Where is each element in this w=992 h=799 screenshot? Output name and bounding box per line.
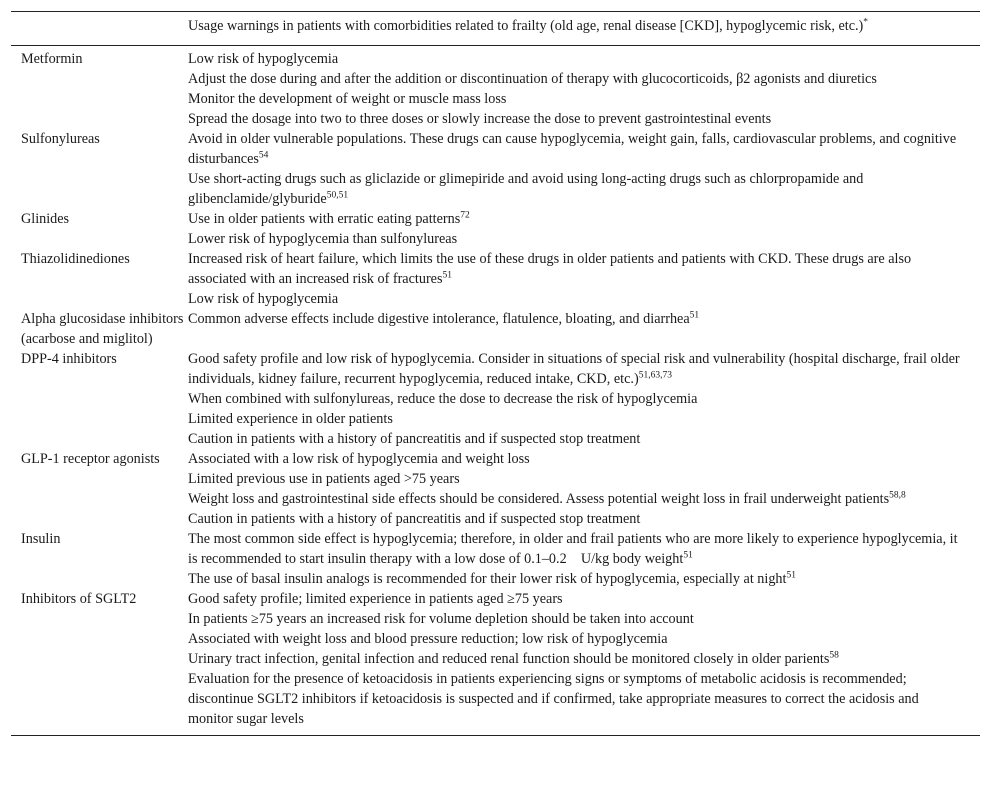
warning-note-text: Monitor the development of weight or muscle mass loss	[188, 91, 507, 107]
warning-note-text: Use short-acting drugs such as gliclazide or glimepiride and avoid using long-acting drugs such as chlorpropamide and glibenclamide/glyburide	[188, 171, 864, 207]
warning-note	[188, 409, 962, 429]
table-row	[11, 529, 980, 589]
reference-superscript: 58,8	[889, 490, 906, 501]
warning-note	[188, 209, 962, 229]
reference-superscript: 54	[258, 150, 269, 161]
reference-superscript: 51	[683, 550, 693, 561]
drug-class-cell: Insulin	[21, 531, 61, 547]
warning-note	[188, 649, 962, 669]
warning-note	[188, 529, 962, 569]
warning-note-text: Increased risk of heart failure, which limits the use of these drugs in older patients and patients with CKD. These drugs are also associated with an increased risk of fractures	[188, 251, 912, 287]
header-footnote-marker: *	[863, 17, 869, 28]
warnings-cell	[188, 449, 980, 529]
warning-note	[188, 569, 962, 589]
warning-note	[188, 249, 962, 289]
warning-note	[188, 489, 962, 509]
warning-note	[188, 509, 962, 529]
warning-note	[188, 69, 962, 89]
warnings-cell	[188, 589, 980, 736]
warning-note	[188, 49, 962, 69]
warning-note	[188, 449, 962, 469]
warning-note-text: Avoid in older vulnerable populations. These drugs can cause hypoglycemia, weight gain, falls, cardiovascular problems, and cognitive disturbances	[188, 131, 957, 167]
warning-note-text: Caution in patients with a history of pancreatitis and if suspected stop treatment	[188, 431, 641, 447]
warning-note	[188, 429, 962, 449]
warning-note-text: Limited previous use in patients aged >75 years	[188, 471, 460, 487]
warnings-cell	[188, 129, 980, 209]
reference-superscript: 58	[829, 650, 839, 661]
warning-note-text: When combined with sulfonylureas, reduce the dose to decrease the risk of hypoglycemia	[188, 391, 698, 407]
warnings-cell	[188, 46, 980, 130]
warnings-cell	[188, 529, 980, 589]
warning-note	[188, 609, 962, 629]
reference-superscript: 72	[460, 210, 470, 221]
drug-class-cell: Sulfonylureas	[21, 131, 100, 147]
comorbidity-warnings-table	[11, 11, 980, 736]
warnings-cell	[188, 309, 980, 349]
header-drug-column	[11, 12, 188, 46]
warning-note-text: Good safety profile and low risk of hypoglycemia. Consider in situations of special risk and vulnerability (hospital discharge, frail older individuals, kidney failure, recurrent hypoglycemia, reduced intake, CKD, etc.)	[188, 351, 960, 387]
warning-note-text: The most common side effect is hypoglycemia; therefore, in older and frail patients who are more likely to experience hypoglycemia, it is recommended to start insulin therapy with a low dose of 0.1–0.2 U/kg body weight	[188, 531, 958, 567]
warning-note-text: Common adverse effects include digestive intolerance, flatulence, bloating, and diarrhea	[188, 311, 690, 327]
warning-note-text: Urinary tract infection, genital infection and reduced renal function should be monitored closely in older parients	[188, 651, 830, 667]
warning-note	[188, 309, 962, 329]
reference-superscript: 51,63,73	[638, 370, 672, 381]
table-row	[11, 209, 980, 249]
table-row	[11, 46, 980, 130]
warning-note	[188, 469, 962, 489]
drug-class-cell: Inhibitors of SGLT2	[11, 589, 188, 736]
warning-note-text: Associated with weight loss and blood pressure reduction; low risk of hypoglycemia	[188, 631, 668, 647]
warning-note-text: Adjust the dose during and after the addition or discontinuation of therapy with glucocorticoids, β2 agonists and diuretics	[188, 71, 877, 87]
warnings-cell	[188, 249, 980, 309]
header-warnings-column	[188, 12, 980, 46]
warning-note-text: Evaluation for the presence of ketoacidosis in patients experiencing signs or symptoms of metabolic acidosis is recommended; discontinue SGLT2 inhibitors if ketoacidosis is suspected and if confirmed, take appropriate measures to correct the acidosis and monitor sugar levels	[188, 671, 919, 727]
warning-note	[188, 229, 962, 249]
warning-note-text: Lower risk of hypoglycemia than sulfonylureas	[188, 231, 458, 247]
warning-note	[188, 389, 962, 409]
warning-note-text: Good safety profile; limited experience in patients aged ≥75 years	[188, 591, 563, 607]
warning-note-text: Caution in patients with a history of pancreatitis and if suspected stop treatment	[188, 511, 641, 527]
drug-class-cell: Thiazolidinediones	[21, 251, 130, 267]
warning-note	[188, 589, 962, 609]
drug-class-cell: Alpha glucosidase inhibitors (acarbose and miglitol)	[21, 311, 184, 347]
warning-note-text: Spread the dosage into two to three doses or slowly increase the dose to prevent gastrointestinal events	[188, 111, 772, 127]
table-row	[11, 449, 980, 529]
warning-note	[188, 349, 962, 389]
warning-note	[188, 89, 962, 109]
reference-superscript: 51	[442, 270, 452, 281]
table-row	[11, 309, 980, 349]
warning-note-text: Associated with a low risk of hypoglycemia and weight loss	[188, 451, 530, 467]
table-row	[11, 589, 980, 736]
warning-note-text: The use of basal insulin analogs is recommended for their lower risk of hypoglycemia, especially at night	[188, 571, 787, 587]
warning-note	[188, 629, 962, 649]
table-row	[11, 249, 980, 309]
warning-note-text: Limited experience in older patients	[188, 411, 393, 427]
warnings-cell	[188, 209, 980, 249]
warning-note	[188, 109, 962, 129]
warning-note-text: Weight loss and gastrointestinal side effects should be considered. Assess potential weight loss in frail underweight patients	[188, 491, 890, 507]
header-warnings-text: Usage warnings in patients with comorbidities related to frailty (old age, renal disease [CKD], hypoglycemic risk, etc.)	[188, 18, 864, 34]
warning-note	[188, 289, 962, 309]
warnings-cell	[188, 349, 980, 449]
reference-superscript: 51	[689, 310, 700, 321]
warning-note-text: In patients ≥75 years an increased risk for volume depletion should be taken into account	[188, 611, 694, 627]
warning-note	[188, 169, 962, 209]
drug-class-cell: GLP-1 receptor agonists	[21, 451, 160, 467]
warning-note-text: Low risk of hypoglycemia	[188, 51, 339, 67]
drug-class-cell: Glinides	[21, 211, 70, 227]
table-row	[11, 349, 980, 449]
table-row	[11, 129, 980, 209]
warning-note-text: Low risk of hypoglycemia	[188, 291, 339, 307]
warning-note	[188, 669, 962, 729]
warning-note	[188, 129, 962, 169]
warning-note-text: Use in older patients with erratic eating patterns	[188, 211, 461, 227]
reference-superscript: 50,51	[326, 190, 349, 201]
drug-class-cell: DPP-4 inhibitors	[21, 351, 117, 367]
header-row	[11, 12, 980, 46]
drug-class-cell: Metformin	[21, 51, 83, 67]
reference-superscript: 51	[786, 570, 796, 581]
